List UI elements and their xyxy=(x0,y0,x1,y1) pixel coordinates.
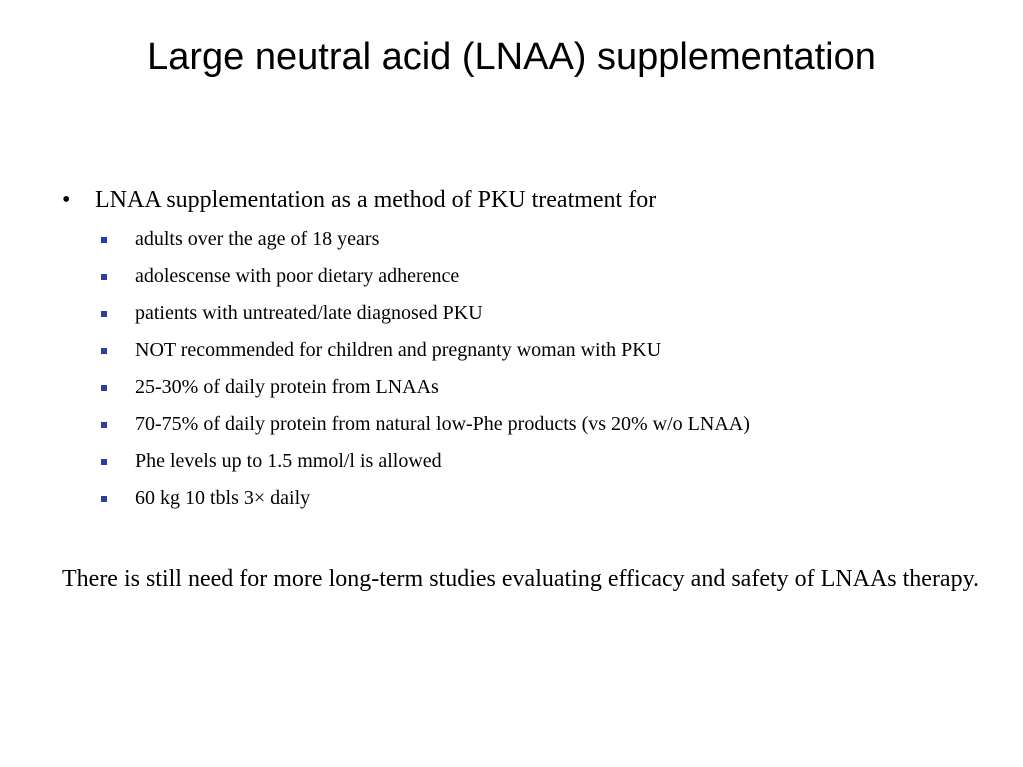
square-bullet-icon xyxy=(101,348,107,354)
conclusion-text: There is still need for more long-term studies evaluating efficacy and safety of LNAAs therapy. xyxy=(62,566,980,592)
sub-bullet-text: adolescense with poor dietary adherence xyxy=(135,265,460,287)
sub-bullet-text: 70-75% of daily protein from natural low-Phe products (vs 20% w/o LNAA) xyxy=(135,413,750,435)
sub-bullet-text: 60 kg 10 tbls 3× daily xyxy=(135,487,311,509)
sub-bullet-text: adults over the age of 18 years xyxy=(135,228,380,250)
sub-bullet-text: 25-30% of daily protein from LNAAs xyxy=(135,376,439,398)
square-bullet-icon xyxy=(101,311,107,317)
sub-bullet-text: Phe levels up to 1.5 mmol/l is allowed xyxy=(135,450,442,472)
square-bullet-icon xyxy=(101,274,107,280)
square-bullet-icon xyxy=(101,459,107,465)
square-bullet-icon xyxy=(101,237,107,243)
square-bullet-icon xyxy=(101,385,107,391)
main-bullet-text: LNAA supplementation as a method of PKU treatment for xyxy=(95,187,657,213)
slide-title: Large neutral acid (LNAA) supplementation xyxy=(147,36,876,78)
square-bullet-icon xyxy=(101,422,107,428)
sub-bullet-text: patients with untreated/late diagnosed PKU xyxy=(135,302,483,324)
sub-bullet-text: NOT recommended for children and pregnanty woman with PKU xyxy=(135,339,662,361)
square-bullet-icon xyxy=(101,496,107,502)
bullet-marker: • xyxy=(62,187,71,213)
